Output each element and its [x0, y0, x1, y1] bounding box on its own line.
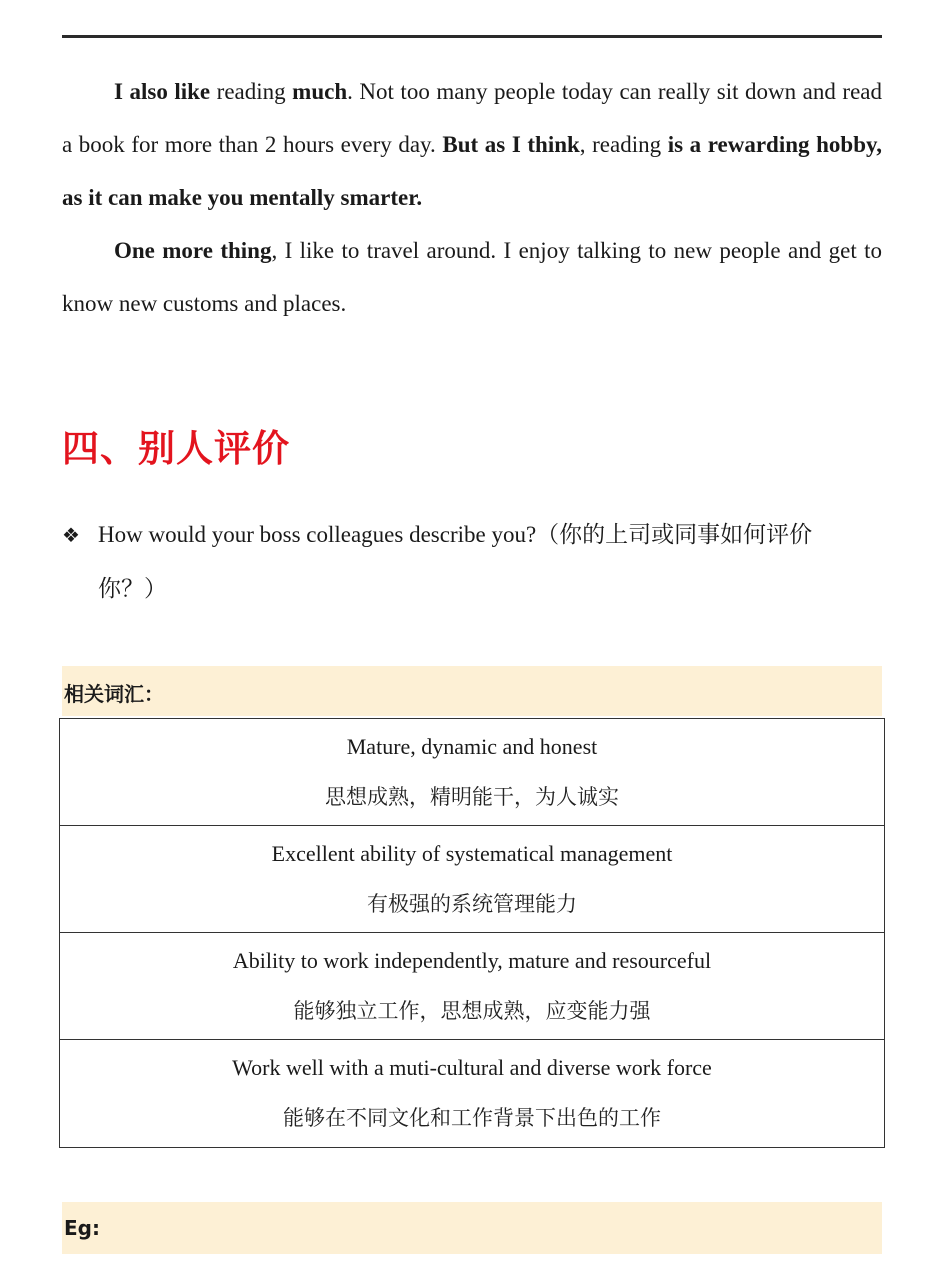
example-highlight-band — [62, 1202, 882, 1254]
vocab-table — [59, 718, 885, 1148]
vocab-chinese: 能够在不同文化和工作背景下出色的工作 — [283, 1106, 661, 1130]
vocab-english: Ability to work independently, mature and resourceful — [232, 948, 712, 973]
text-bold: But as I think — [442, 132, 580, 157]
vocab-english: Work well with a muti-cultural and diverse work force — [232, 1055, 712, 1080]
vocab-row — [60, 826, 884, 933]
text-bold: is a rewarding hobby, as it can make you mentally smarter. — [62, 132, 882, 210]
vocab-english: Mature, dynamic and honest — [346, 734, 598, 759]
paragraph-reading — [62, 65, 882, 224]
vocab-row — [60, 719, 884, 826]
diamond-bullet-icon: ❖ — [62, 523, 80, 547]
text-normal: reading — [210, 79, 293, 104]
question-line-1: How would your boss colleagues describe you?（你的上司或同事如何评价 — [98, 522, 813, 547]
text-normal: . Not too many people today can really sit down and read a book for more than 2 hours every day. — [62, 79, 883, 157]
text-normal: , reading — [579, 132, 668, 157]
vocab-row — [60, 933, 884, 1040]
section-title: 四、别人评价 — [62, 427, 290, 470]
paragraph-travel — [62, 224, 882, 330]
example-label: Eg: — [64, 1216, 100, 1240]
question-item — [62, 508, 882, 615]
text-bold: One more thing — [114, 238, 272, 263]
vocab-english: Excellent ability of systematical management — [271, 841, 673, 866]
vocab-label: 相关词汇： — [64, 682, 164, 706]
text-bold: I also like — [114, 79, 211, 104]
question-line-2: 你？） — [98, 576, 167, 601]
top-divider — [62, 35, 882, 38]
vocab-highlight-band — [62, 666, 882, 716]
text-bold: much — [292, 79, 348, 104]
vocab-row — [60, 1040, 884, 1147]
text-normal: , I like to travel around. I enjoy talking to new people and get to know new customs and places. — [62, 238, 882, 316]
vocab-chinese: 有极强的系统管理能力 — [367, 892, 577, 916]
vocab-chinese: 思想成熟，精明能干，为人诚实 — [325, 785, 619, 809]
vocab-chinese: 能够独立工作，思想成熟，应变能力强 — [293, 999, 651, 1023]
